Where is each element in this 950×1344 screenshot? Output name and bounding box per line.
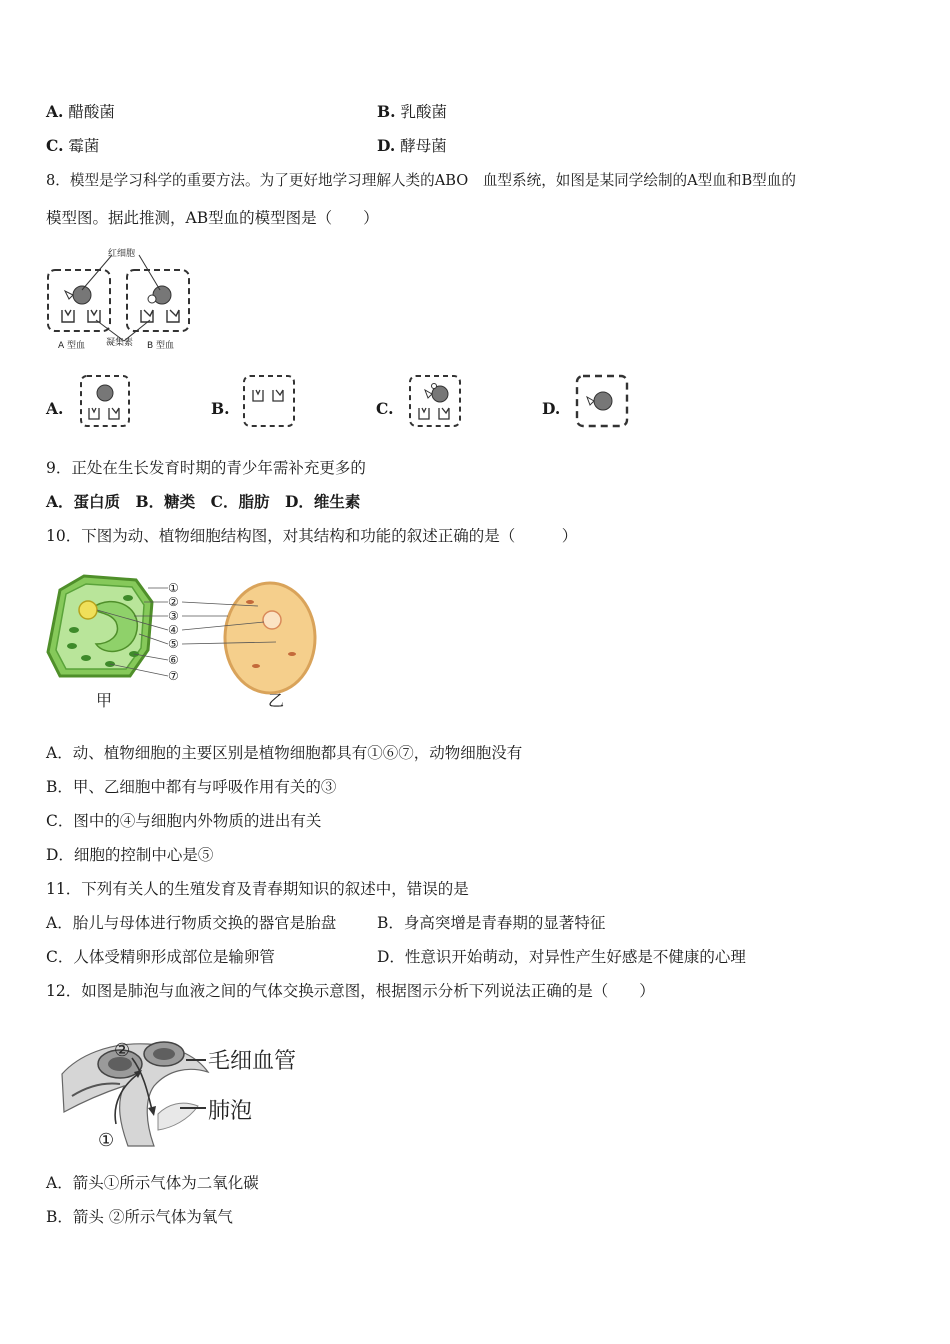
mitochondrion [252, 664, 260, 668]
num-4: ④ [168, 623, 179, 637]
plant-nucleus [79, 601, 97, 619]
q8-option-a-label: A. [46, 399, 64, 418]
chloroplast [67, 643, 77, 649]
a-type-label: A 型血 [58, 341, 86, 351]
q7-option-d [377, 136, 447, 156]
agglutinin-label: 凝集素 [106, 338, 134, 348]
animal-cell [225, 583, 315, 693]
q10-cell-figure [44, 572, 324, 712]
num-2: ② [168, 595, 179, 609]
capillary-cell-inner [153, 1048, 175, 1060]
q10-option-a: A．动、植物细胞的主要区别是植物细胞都具有①⑥⑦，动物细胞没有 [46, 744, 523, 762]
rbc-pointer-b [139, 255, 160, 290]
rbc-label: 红细胞 [108, 249, 136, 259]
label-jia: 甲 [96, 691, 113, 710]
a-agglutinin-left [62, 310, 74, 322]
q8-blood-type-figure [44, 246, 194, 354]
q8-stem-line1: 8．模型是学习科学的重要方法。为了更好地学习理解人类的ABO 血型系统，如图是某同学绘制的A型血和B型血的 [46, 172, 796, 189]
q8-option-c-label: C. [376, 399, 394, 418]
num-7: ⑦ [168, 669, 179, 683]
q7-option-b-text: 乳酸菌 [400, 103, 447, 121]
q9-options: A．蛋白质 B．糖类 C．脂肪 D．维生素 [46, 492, 361, 511]
a-type-rbc [73, 286, 91, 304]
q11-option-b: B．身高突增是青春期的显著特征 [377, 914, 606, 932]
q7-option-d-text: 酵母菌 [400, 137, 447, 155]
q10-option-c: C．图中的④与细胞内外物质的进出有关 [46, 812, 322, 830]
mitochondrion [288, 652, 296, 656]
arrow-2-head [148, 1106, 156, 1116]
q7-option-d-label: D. [377, 136, 396, 155]
q7-option-c-label: C. [46, 136, 64, 155]
b-antigen-circle [148, 295, 156, 303]
alveolus-label: 肺泡 [208, 1099, 253, 1124]
a-antigen-triangle [65, 291, 73, 299]
q8-option-b-label: B. [211, 399, 230, 418]
q10-option-d: D．细胞的控制中心是⑤ [46, 846, 214, 864]
q8-stem-line2: 模型图。据此推测，AB型血的模型图是（ ） [46, 209, 379, 227]
q8-option-a-figure [79, 374, 131, 428]
num-3: ③ [168, 609, 179, 623]
b-agglutinin-left [141, 310, 153, 322]
q12-option-a: A．箭头①所示气体为二氧化碳 [46, 1174, 259, 1192]
chloroplast [81, 655, 91, 661]
a-agglutinin-right [88, 310, 100, 322]
capillary-label: 毛细血管 [208, 1049, 297, 1074]
q8-option-b-figure [242, 374, 296, 428]
num-5: ⑤ [168, 637, 179, 651]
q11-option-a: A．胎儿与母体进行物质交换的器官是胎盘 [46, 914, 337, 932]
q7-option-b [377, 102, 447, 122]
q8-option-d-figure [575, 374, 629, 428]
chloroplast [69, 627, 79, 633]
b-agglutinin-right [167, 310, 179, 322]
q9-stem: 9．正处在生长发育时期的青少年需补充更多的 [46, 459, 366, 477]
q8-option-c-figure [408, 374, 462, 428]
label-yi: 乙 [268, 691, 285, 710]
animal-nucleus [263, 611, 281, 629]
q7-option-a [46, 102, 115, 122]
num-6: ⑥ [168, 653, 179, 667]
q7-option-b-label: B. [377, 102, 396, 121]
q12-alveolus-figure [58, 1034, 308, 1152]
mitochondrion [246, 600, 254, 604]
chloroplast [123, 595, 133, 601]
q7-option-a-text: 醋酸菌 [68, 103, 115, 121]
q12-stem: 12．如图是肺泡与血液之间的气体交换示意图，根据图示分析下列说法正确的是（ ） [46, 982, 655, 1000]
q7-option-a-label: A. [46, 102, 64, 121]
q7-option-c-text: 霉菌 [68, 137, 100, 155]
q12-option-b: B．箭头 ②所示气体为氧气 [46, 1208, 233, 1226]
q7-option-c [46, 136, 99, 156]
num-2-label: ② [114, 1040, 131, 1061]
q11-stem: 11．下列有关人的生殖发育及青春期知识的叙述中，错误的是 [46, 880, 469, 898]
q10-stem: 10．下图为动、植物细胞结构图，对其结构和功能的叙述正确的是（ ） [46, 527, 578, 545]
num-1: ① [168, 581, 179, 595]
num-1-label: ① [98, 1130, 115, 1151]
q10-option-b: B．甲、乙细胞中都有与呼吸作用有关的③ [46, 778, 337, 796]
q11-option-d: D．性意识开始萌动，对异性产生好感是不健康的心理 [377, 948, 746, 966]
q8-option-d-label: D. [542, 399, 561, 418]
b-type-label: B 型血 [147, 341, 175, 351]
q11-option-c: C．人体受精卵形成部位是输卵管 [46, 948, 275, 966]
